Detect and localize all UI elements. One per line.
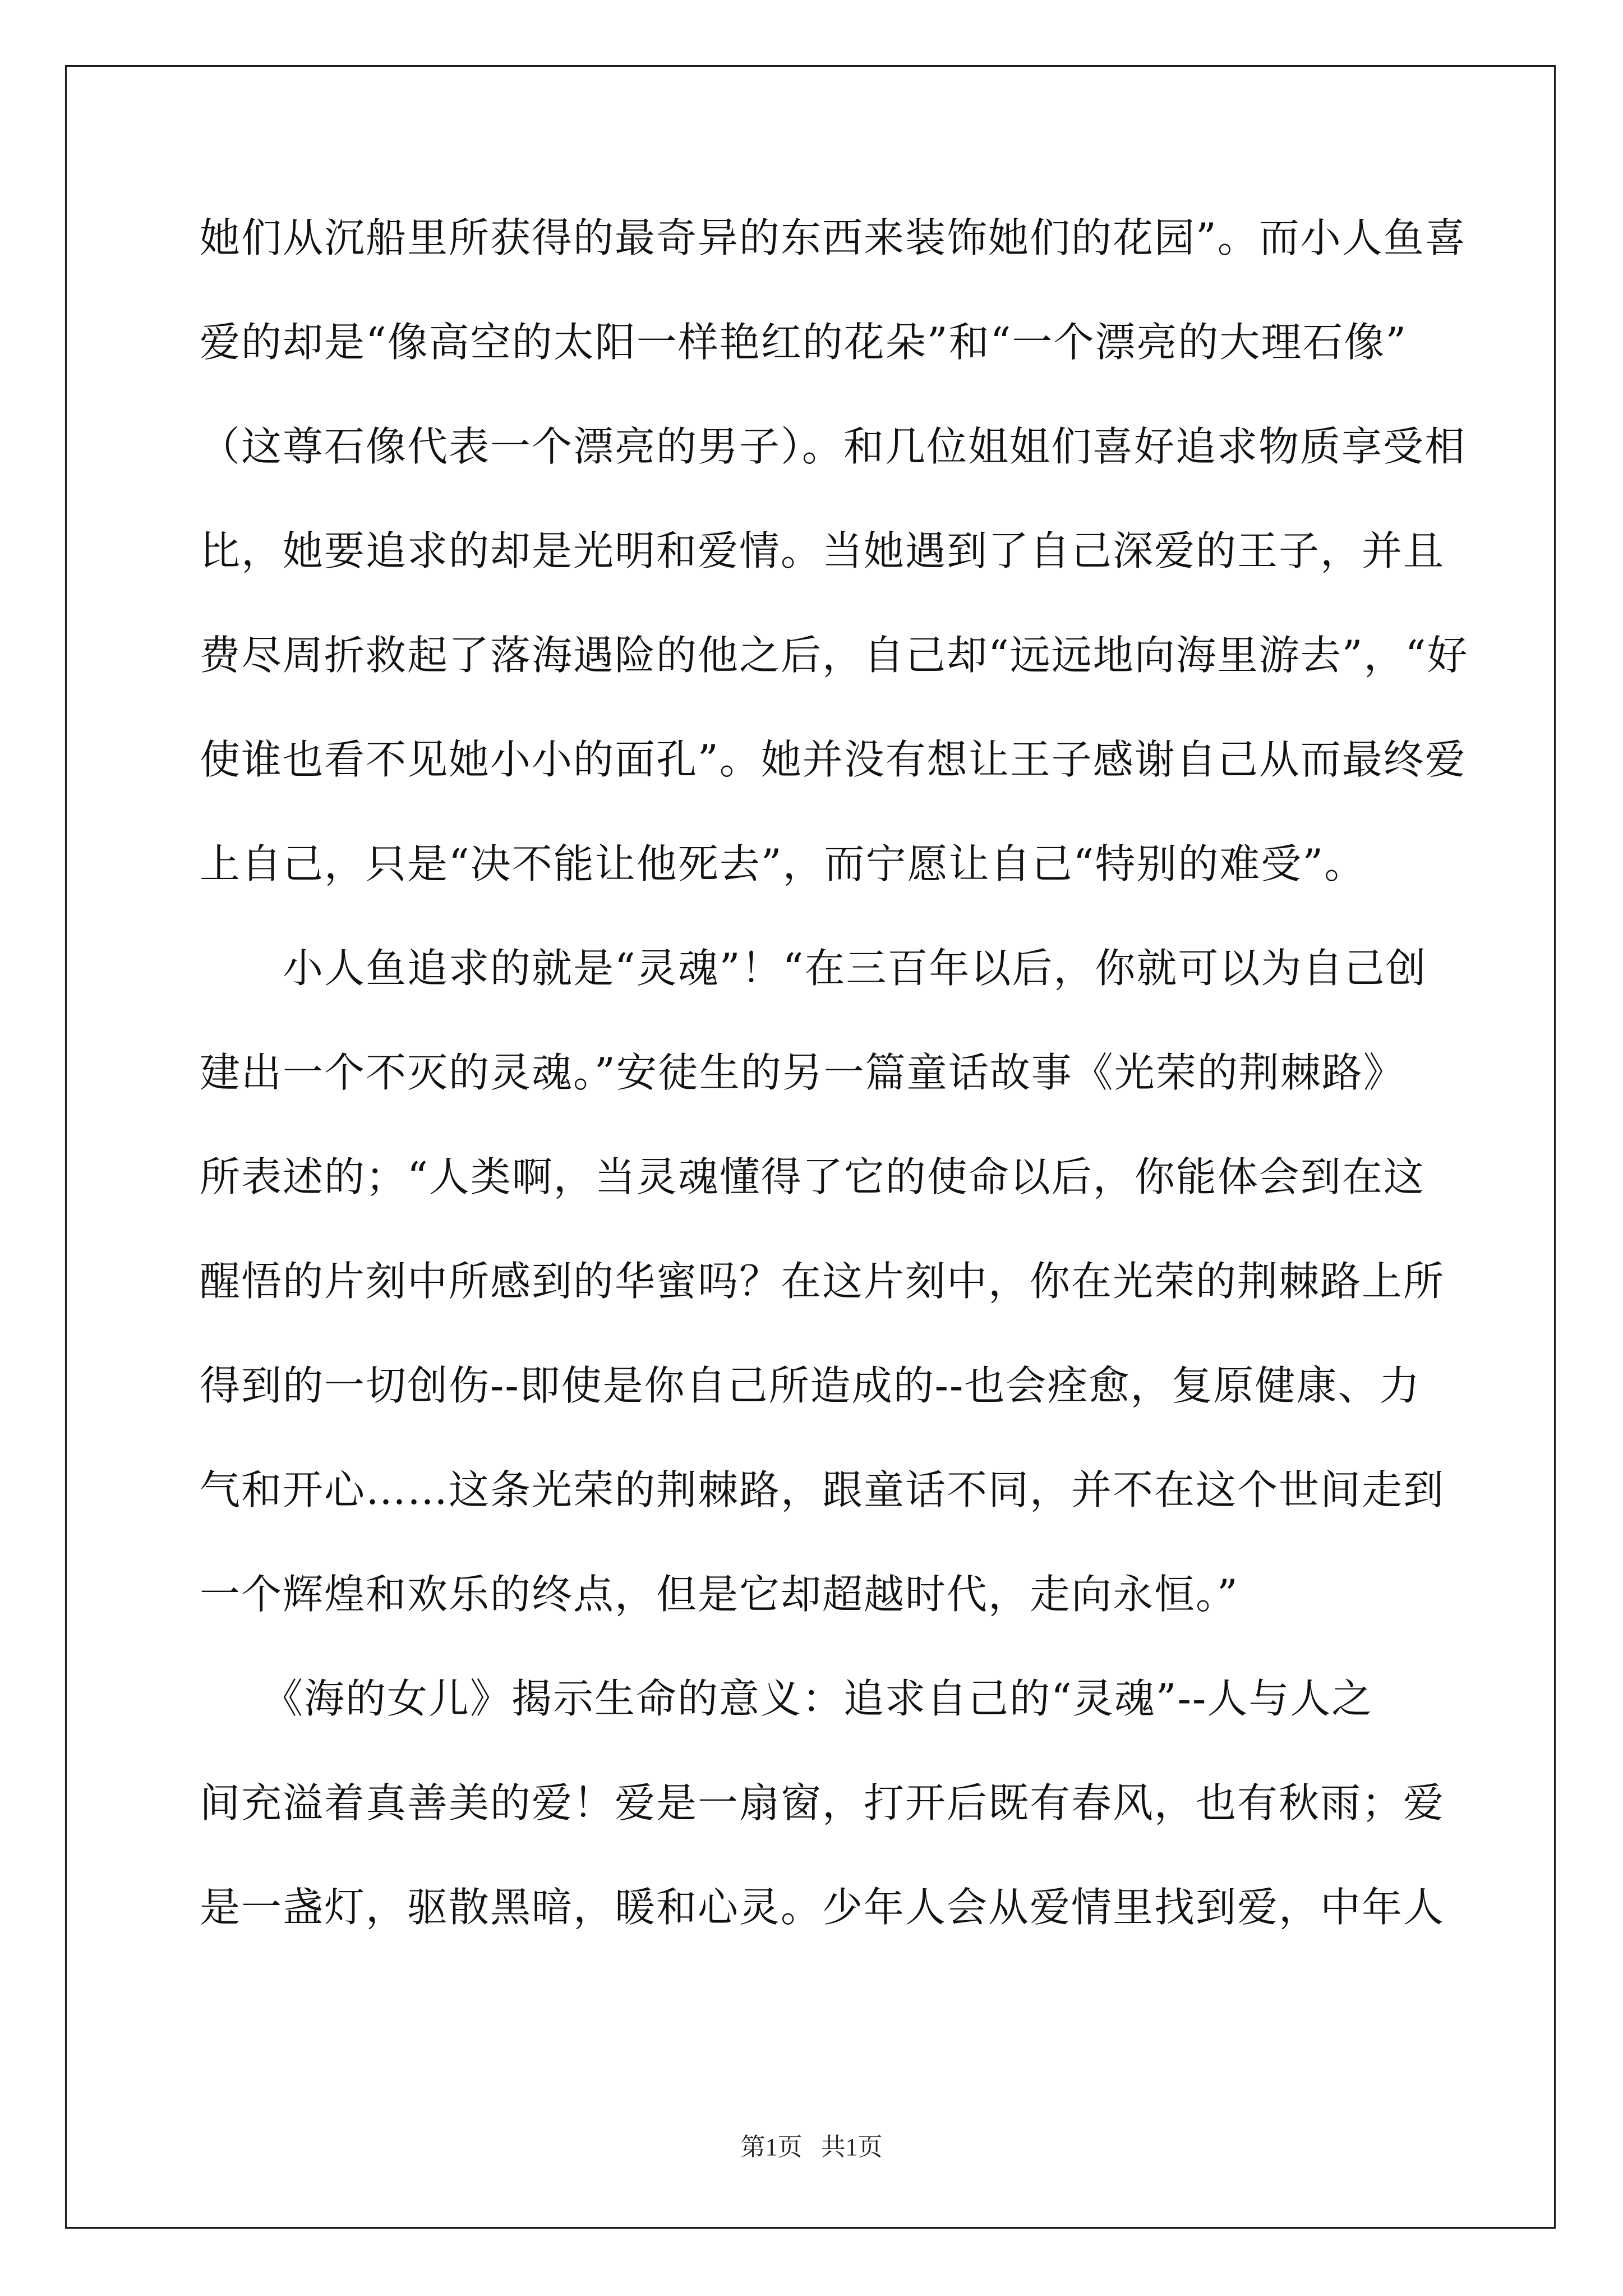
text-line: 建出一个不灭的灵魂。”安徒生的另一篇童话故事《光荣的荆棘路》 — [200, 1049, 1405, 1096]
text-line: 间充溢着真善美的爱！爱是一扇窗，打开后既有春风，也有秋雨；爱 — [200, 1779, 1445, 1826]
text-line: 得到的一切创伤--即使是你自己所造成的--也会痊愈，复原健康、力 — [200, 1362, 1421, 1409]
page-footer: 第1页 共1页 — [740, 2133, 883, 2161]
text-line: 《海的女儿》揭示生命的意义：追求自己的“灵魂”--人与人之 — [200, 1675, 1373, 1722]
text-line: 爱的却是“像高空的太阳一样艳红的花朵”和“一个漂亮的大理石像” — [200, 319, 1408, 366]
text-line: 是一盏灯，驱散黑暗，暖和心灵。少年人会从爱情里找到爱，中年人 — [200, 1884, 1445, 1931]
text-line: 比，她要追求的却是光明和爱情。当她遇到了自己深爱的王子，并且 — [200, 527, 1445, 574]
text-line: 醒悟的片刻中所感到的华蜜吗？在这片刻中，你在光荣的荆棘路上所 — [200, 1258, 1445, 1305]
text-line: 小人鱼追求的就是“灵魂”！“在三百年以后，你就可以为自己创 — [200, 945, 1427, 992]
text-line: 使谁也看不见她小小的面孔”。她并没有想让王子感谢自己从而最终爱 — [200, 736, 1467, 783]
text-line: 费尽周折救起了落海遇险的他之后，自己却“远远地向海里游去”，“好 — [200, 632, 1469, 679]
text-line: 所表述的；“人类啊，当灵魂懂得了它的使命以后，你能体会到在这 — [200, 1153, 1425, 1200]
text-line: 一个辉煌和欢乐的终点，但是它却超越时代，走向永恒。” — [200, 1571, 1239, 1618]
text-line: （这尊石像代表一个漂亮的男子）。和几位姐姐们喜好追求物质享受相 — [200, 423, 1467, 470]
text-line: 她们从沉船里所获得的最奇异的东西来装饰她们的花园”。而小人鱼喜 — [200, 214, 1467, 261]
text-line: 气和开心……这条光荣的荆棘路，跟童话不同，并不在这个世间走到 — [200, 1466, 1445, 1513]
text-line: 上自己，只是“决不能让他死去”，而宁愿让自己“特别的难受”。 — [200, 840, 1366, 887]
